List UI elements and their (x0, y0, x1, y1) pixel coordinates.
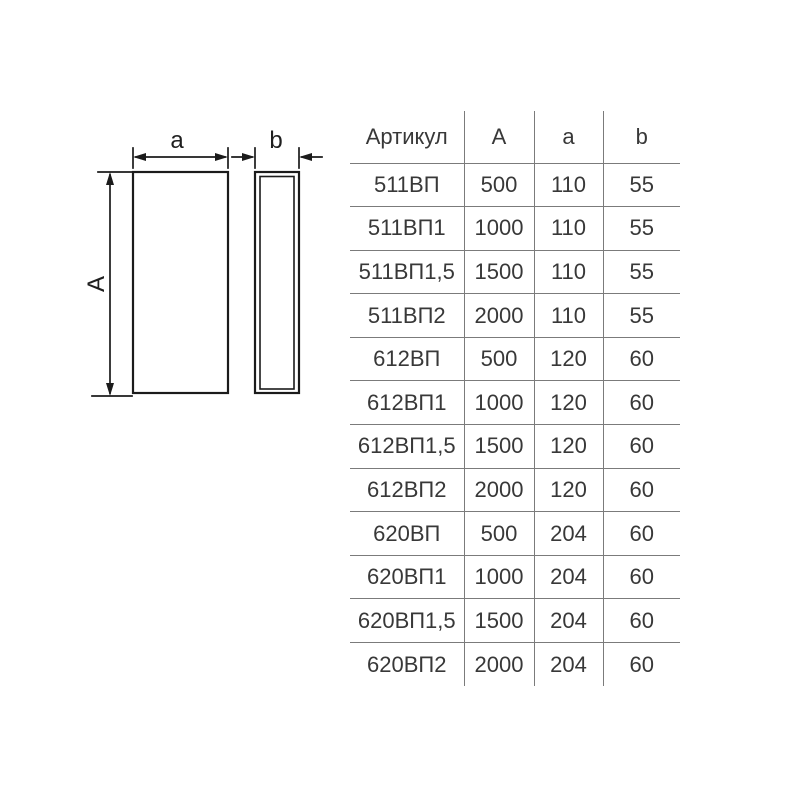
table-row (350, 512, 680, 556)
table-cell: 120 (534, 337, 603, 381)
table-cell: 1000 (464, 555, 534, 599)
table-cell: 2000 (464, 643, 534, 687)
table-cell: 110 (534, 294, 603, 338)
table-cell: 204 (534, 599, 603, 643)
table-row (350, 468, 680, 512)
dimension-b-label: b (269, 127, 283, 154)
header-row (350, 111, 680, 163)
table-row (350, 599, 680, 643)
table-cell: 511ВП (350, 163, 464, 207)
table-cell: 612ВП2 (350, 468, 464, 512)
dimension-height-label: A (83, 275, 110, 293)
table-cell: 2000 (464, 294, 534, 338)
table-cell: 511ВП1 (350, 207, 464, 251)
table-cell: 500 (464, 337, 534, 381)
table-cell: 110 (534, 163, 603, 207)
table-cell: 620ВП1,5 (350, 599, 464, 643)
table-cell: 1000 (464, 381, 534, 425)
table-cell: 511ВП2 (350, 294, 464, 338)
table-cell: 620ВП2 (367, 651, 447, 677)
table-cell: 2000 (464, 468, 534, 512)
table-cell: 500 (464, 512, 534, 556)
table-cell: 55 (603, 163, 680, 207)
table-cell: 110 (534, 250, 603, 294)
spec-table-wrap (350, 111, 680, 686)
table-row (350, 207, 680, 251)
table-cell: 204 (534, 555, 603, 599)
dimension-a (133, 127, 228, 168)
table-row (350, 337, 680, 381)
dimension-a-label: a (170, 127, 184, 154)
table-cell: 60 (603, 555, 680, 599)
column-header-article: Артикул (350, 111, 464, 163)
table-cell: 500 (464, 163, 534, 207)
table-cell: 110 (534, 207, 603, 251)
table-cell: 620ВП (350, 512, 464, 556)
table-row (350, 643, 680, 687)
table-cell: 204 (534, 643, 603, 687)
table-cell: 1500 (464, 599, 534, 643)
table-row (350, 555, 680, 599)
table-cell: 60 (603, 381, 680, 425)
dimension-b (232, 127, 322, 168)
table-row (350, 250, 680, 294)
side-view (255, 172, 299, 393)
table-cell: 1000 (464, 207, 534, 251)
table-cell: 612ВП1 (350, 381, 464, 425)
table-cell: 120 (534, 468, 603, 512)
table-cell: 60 (603, 512, 680, 556)
table-row (350, 163, 680, 207)
table-cell: 60 (603, 468, 680, 512)
dimension-drawing (80, 118, 350, 418)
table-cell: 612ВП1,5 (350, 425, 464, 469)
table-cell: 60 (603, 599, 680, 643)
spec-table-body (350, 163, 680, 686)
front-view (133, 172, 228, 393)
column-header-A: А (464, 111, 534, 163)
table-cell: 1500 (464, 425, 534, 469)
column-header-b: b (603, 111, 680, 163)
table-cell: 120 (534, 381, 603, 425)
table-cell: 620ВП1 (350, 555, 464, 599)
table-row (350, 381, 680, 425)
column-header-a: а (534, 111, 603, 163)
table-cell: 55 (603, 294, 680, 338)
table-cell: 60 (603, 337, 680, 381)
table-row (350, 425, 680, 469)
table-cell: 204 (534, 512, 603, 556)
table-cell: 511ВП1,5 (350, 250, 464, 294)
table-cell: 55 (603, 250, 680, 294)
table-cell: 612ВП (350, 337, 464, 381)
table-cell: 55 (603, 207, 680, 251)
table-cell: 60 (603, 425, 680, 469)
table-cell: 1500 (464, 250, 534, 294)
spec-table (350, 111, 680, 686)
spec-table-head (350, 111, 680, 163)
table-cell: 60 (603, 643, 680, 687)
table-row (350, 294, 680, 338)
dimension-height (83, 172, 132, 396)
table-cell: 120 (534, 425, 603, 469)
